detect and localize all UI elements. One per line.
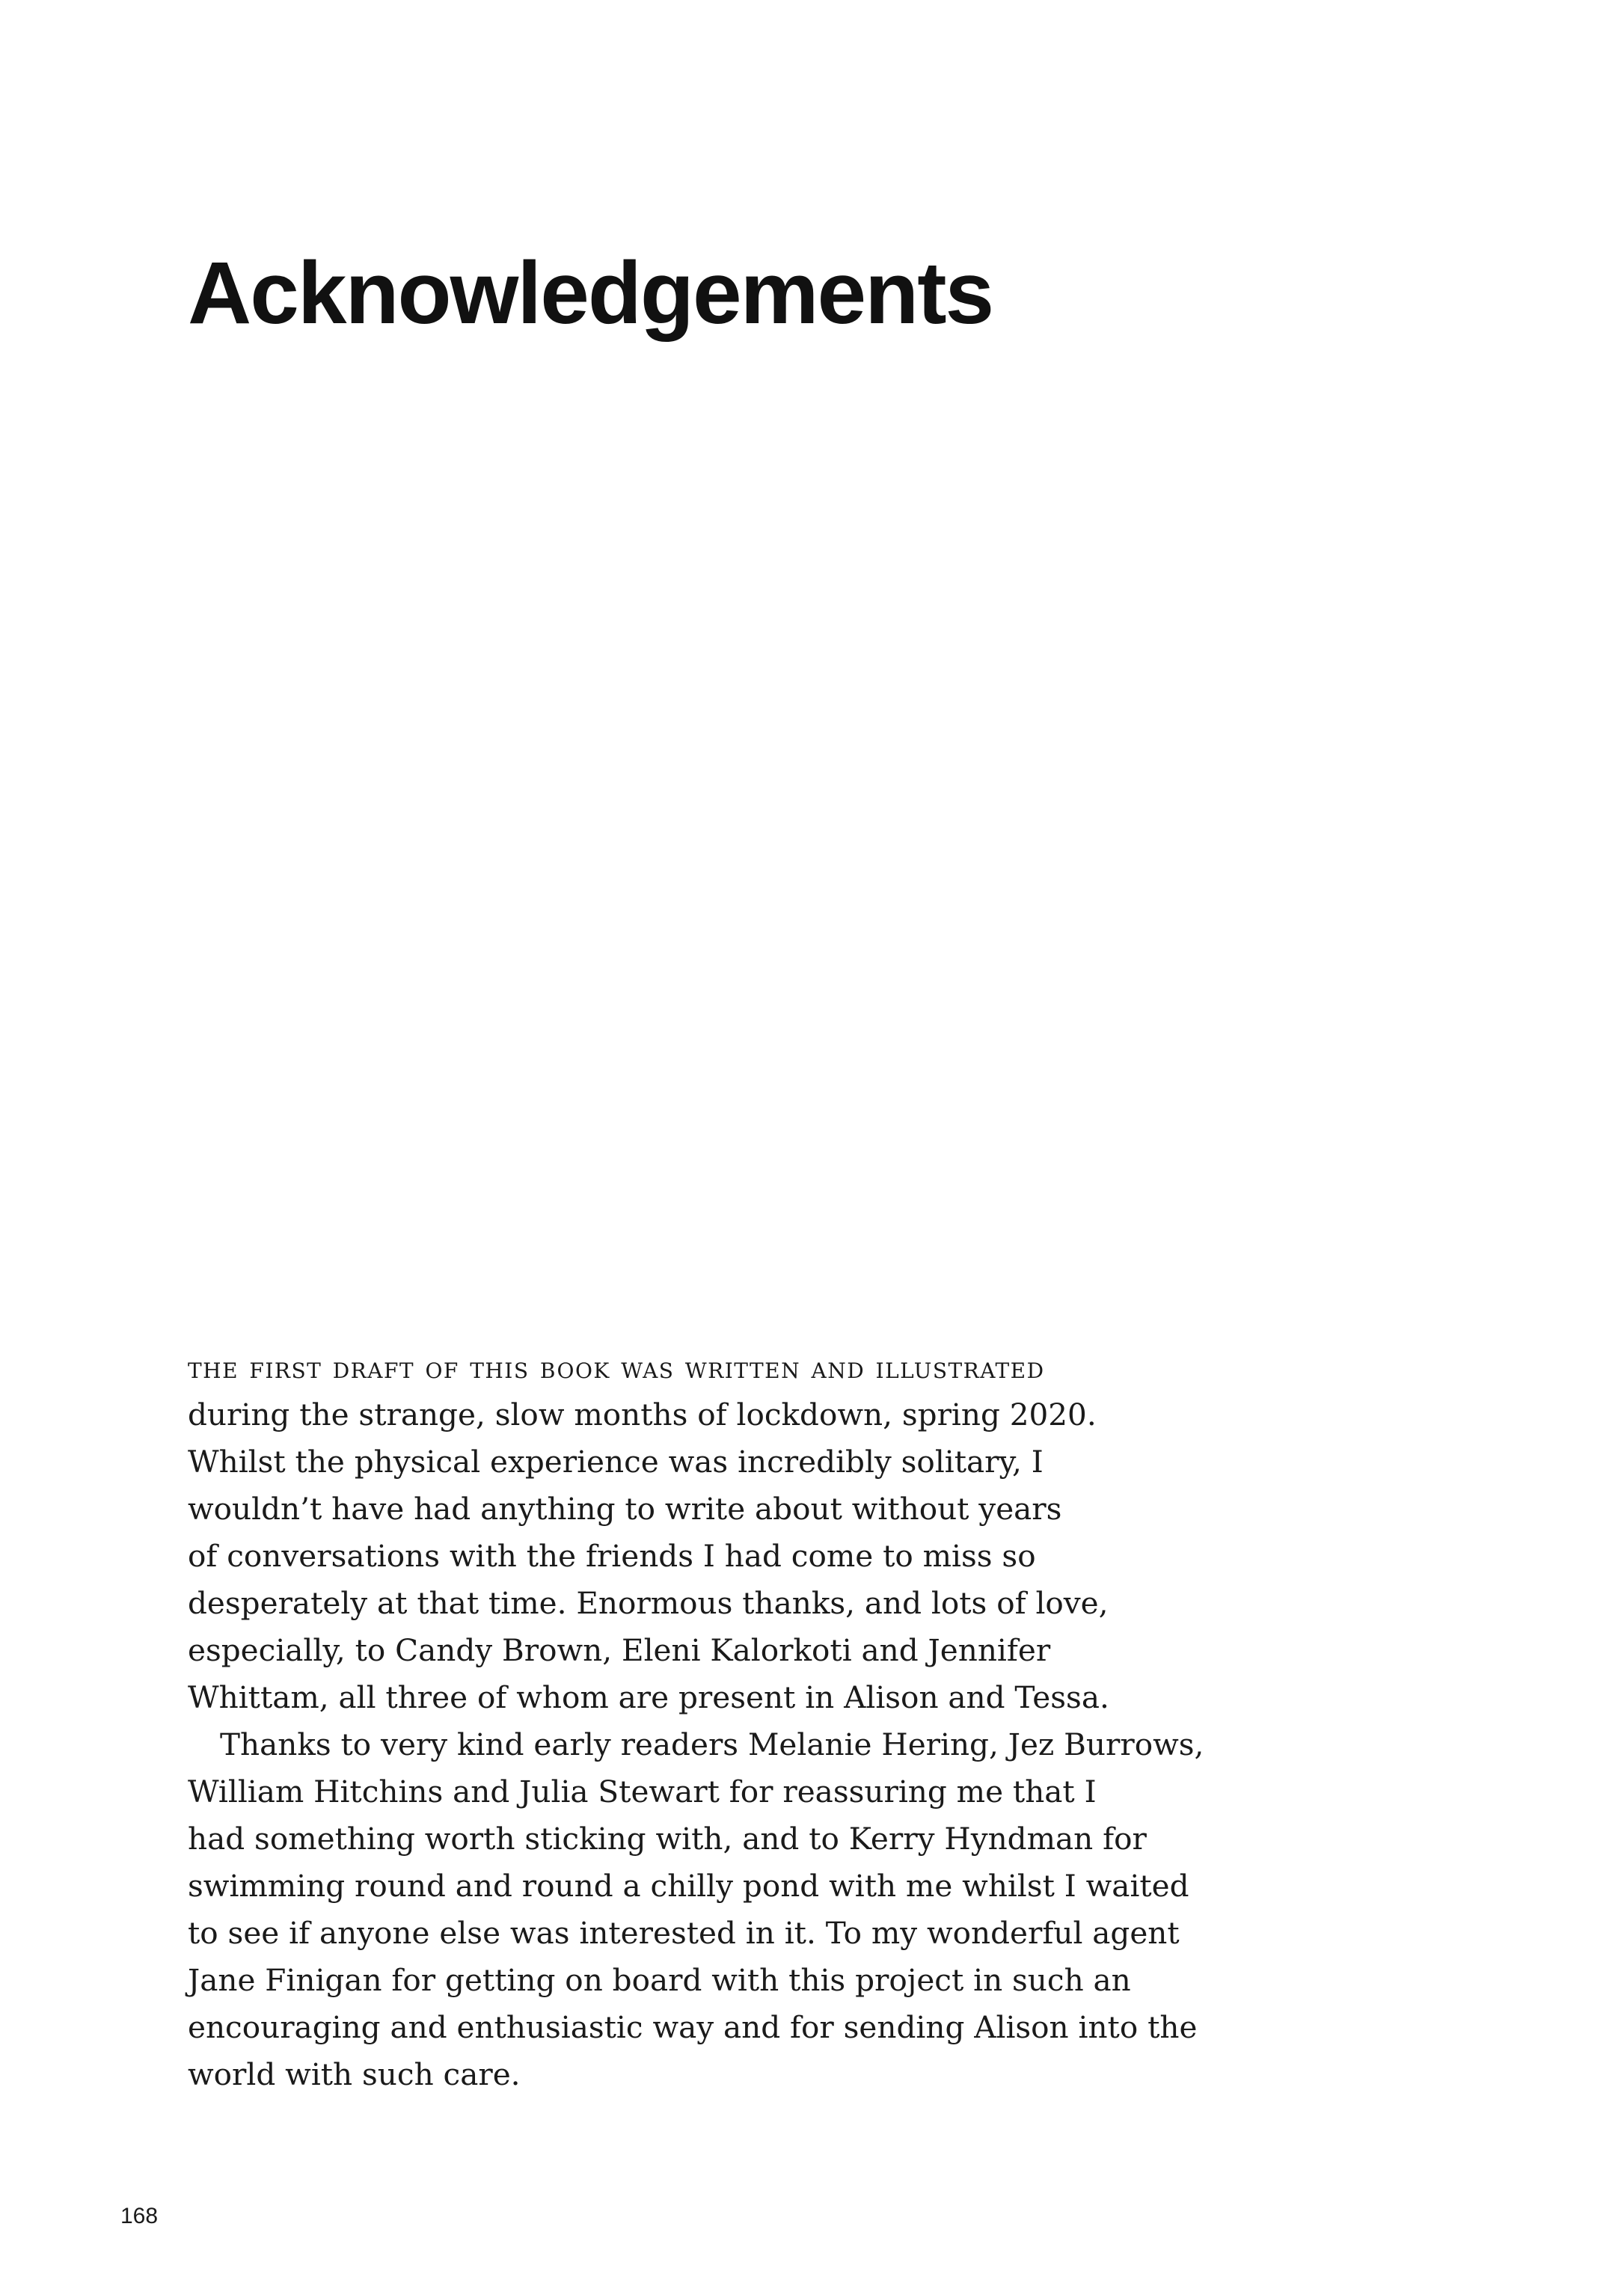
acknowledgements-body — [188, 1344, 1204, 2098]
text-line: desperately at that time. Enormous thanks, and lots of love, — [188, 1585, 1109, 1621]
text-line: Whittam, all three of whom are present in Alison and Tessa. — [188, 1679, 1109, 1715]
text-line: world with such care. — [188, 2056, 521, 2092]
text-line: wouldn’t have had anything to write about without years — [188, 1491, 1062, 1527]
text-line: swimming round and round a chilly pond with me whilst I waited — [188, 1868, 1189, 1904]
page-number: 168 — [120, 2204, 159, 2228]
text-line: had something worth sticking with, and to Kerry Hyndman for — [188, 1821, 1147, 1857]
paragraph-2-first-line: Thanks to very kind early readers Melanie Hering, Jez Burrows, — [220, 1726, 1204, 1762]
text-line: during the strange, slow months of lockdown, spring 2020. — [188, 1397, 1097, 1432]
text-line: of conversations with the friends I had come to miss so — [188, 1538, 1036, 1574]
text-line: to see if anyone else was interested in it. To my wonderful agent — [188, 1915, 1180, 1951]
text-line: Whilst the physical experience was incredibly solitary, I — [188, 1444, 1044, 1480]
text-line: encouraging and enthusiastic way and for sending Alison into the — [188, 2009, 1198, 2045]
text-line: Jane Finigan for getting on board with this project in such an — [188, 1962, 1131, 1998]
opening-line-small-caps: the first draft of this book was written and illustrated — [188, 1349, 1045, 1385]
page-title: Acknowledgements — [188, 244, 993, 343]
text-line: especially, to Candy Brown, Eleni Kalorkoti and Jennifer — [188, 1632, 1051, 1668]
text-line: William Hitchins and Julia Stewart for reassuring me that I — [188, 1774, 1097, 1810]
